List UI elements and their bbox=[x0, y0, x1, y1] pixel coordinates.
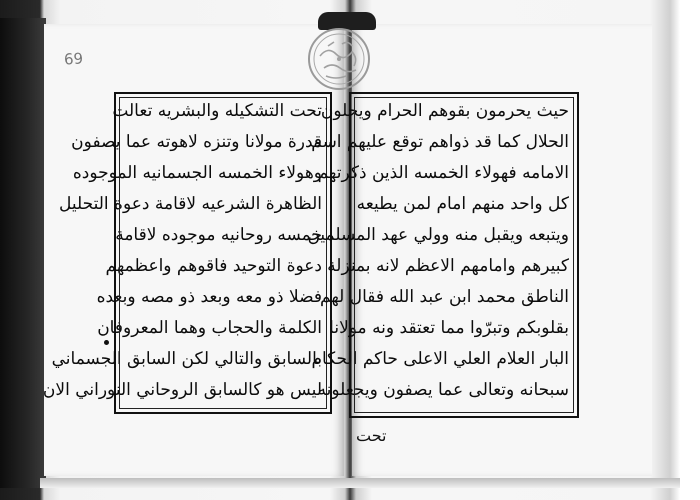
book-cover-edge bbox=[0, 18, 46, 488]
text-line: وهولاء الخمسه الجسمانيه الموجوده bbox=[72, 163, 322, 183]
text-line: كل واحد منهم امام لمن يطيعه bbox=[356, 194, 569, 214]
text-line: دعوة التوحيد فاقوهم واعظمهم bbox=[105, 256, 322, 276]
page-block-edge bbox=[40, 478, 680, 488]
library-seal-stamp bbox=[306, 26, 372, 92]
right-text-block bbox=[307, 92, 579, 418]
left-text-block bbox=[42, 92, 332, 414]
text-line: الكلمة والحجاب وهما المعروفان bbox=[97, 318, 322, 338]
text-line: الحلال كما قد ذواهم توقع عليهم اسم bbox=[311, 132, 569, 152]
text-line: الناطق محمد ابن عبد الله فقال لهم bbox=[320, 287, 569, 307]
text-line: قدرة مولانا وتنزه لاهوته عما يصفون bbox=[71, 132, 322, 152]
catchword: تحت bbox=[356, 426, 387, 445]
text-line: بالسابق والتالي لكن السابق الجسماني bbox=[51, 349, 322, 369]
text-line: الظاهرة الشرعيه لاقامة دعوة التحليل bbox=[59, 194, 322, 214]
text-line: حيث يحرمون بقوهم الحرام ويحلون bbox=[320, 101, 569, 121]
text-line: ويتبعه ويقبل منه وولي عهد المسلمين bbox=[307, 225, 569, 245]
text-line: خمسه روحانيه موجوده لاقامة bbox=[115, 225, 322, 245]
text-line: تحت التشكيله والبشريه تعالت bbox=[112, 101, 322, 121]
text-line: البار العلام العلي الاعلى حاكم الحكام bbox=[311, 349, 569, 369]
folio-number: 69 bbox=[63, 49, 84, 69]
text-line: سبحانه وتعالى عما يصفون ويجعلونه bbox=[317, 380, 569, 400]
text-line: ليس هو كالسابق الروحاني النوراني الان bbox=[42, 380, 322, 400]
text-line: فضلا ذو معه وبعد ذو مصه وبعده bbox=[96, 287, 322, 307]
text-line: كبيرهم وامامهم الاعظم لانه بمنزلة bbox=[327, 256, 569, 276]
text-line: الامامه فهولاء الخمسه الذين ذكرتهم bbox=[317, 163, 569, 183]
text-line: بقلوبكم وتبرّوا مما تعتقد ونه مولانا bbox=[329, 318, 569, 338]
